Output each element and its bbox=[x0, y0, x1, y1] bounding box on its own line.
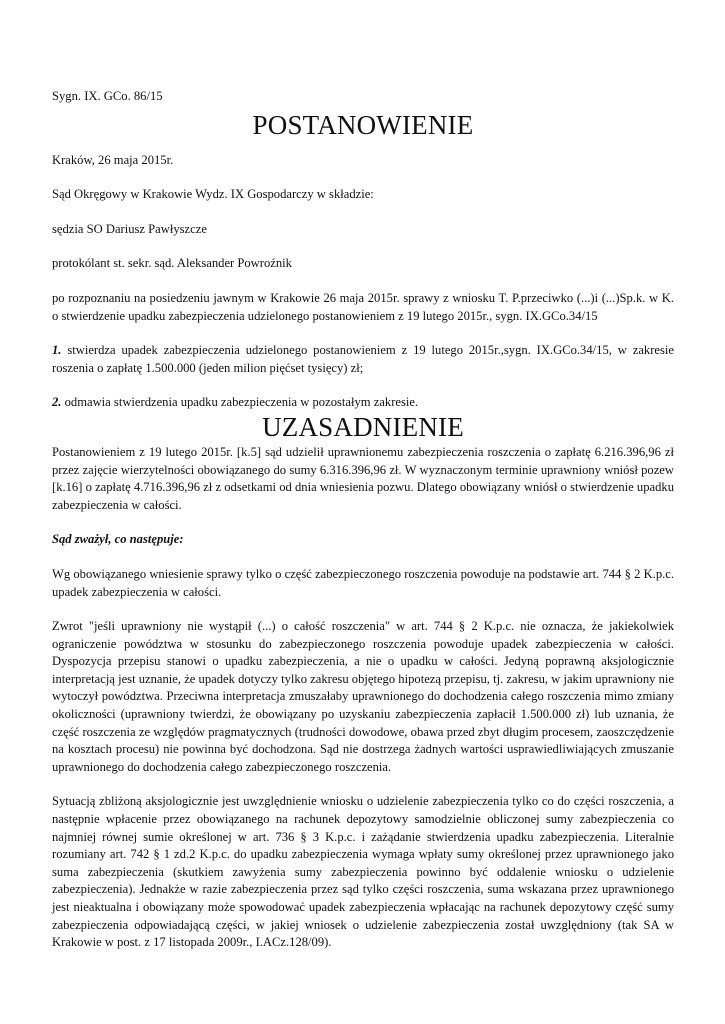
ruling-2 bbox=[52, 394, 674, 412]
document-title: POSTANOWIENIE bbox=[252, 109, 474, 140]
case-number: Sygn. IX. GCo. 86/15 bbox=[52, 89, 163, 103]
justification-paragraph-4: Sytuacją zbliżoną aksjologicznie jest uwzględnienie wniosku o udzielenie zabezpieczenia tylko co do części roszczenia, a następnie wpłacenie przez obowiązanego na rachunek depozytowy samodzielnie obliczonej sumy zabezpieczenia co najmniej równej sumie określonej w art. 736 § 3 K.p.c. i zażądanie stwierdzenia upadku zabezpieczenia. Literalnie rozumiany art. 742 § 1 zd.2 K.p.c. do upadku zabezpieczenia wymaga wpłaty sumy określonej przez uprawnionego jako suma zabezpieczenia (skutkiem zawyżenia sumy zabezpieczenia powinno być oddalenie wniosku o udzielenie zabezpieczenia). Jednakże w razie zabezpieczenia przez sąd tylko części roszczenia, suma wskazana przez uprawnionego jest nieaktualna i obowiązany może spowodować upadek zabezpieczenia wpłacając na rachunek depozytowy część sumy zabezpieczenia odpowiadającą części, w jakiej wniosek o udzielenie zabezpieczenia został uwzględniony (tak SA w Krakowie w post. z 17 listopada 2009r., I.ACz.128/09). bbox=[52, 794, 674, 950]
court-composition: Sąd Okręgowy w Krakowie Wydz. IX Gospodarczy w składzie: bbox=[52, 187, 374, 202]
ruling-1-text: stwierdza upadek zabezpieczenia udzielonego postanowieniem z 19 lutego 2015r.,sygn. IX.GCo.34/15, w zakresie roszenia o zapłatę 1.500.000 (jeden milion pięćset tysięcy) zł; bbox=[52, 343, 674, 375]
justification-paragraph-2: Wg obowiązanego wniesienie sprawy tylko o część zabezpieczonego roszczenia powoduje na podstawie art. 744 § 2 K.p.c. upadek zabezpieczenia w całości. bbox=[52, 566, 674, 599]
justification-paragraph-1: Postanowieniem z 19 lutego 2015r. [k.5] sąd udzielił uprawnionemu zabezpieczenia roszczenia o zapłatę 6.216.396,96 zł przez zajęcie wierzytelności obowiązanego do sumy 6.316.396,96 zł. W wyznaczonym terminie uprawniony wniósł pozew [k.16] o zapłatę 4.716.396,96 zł z odsetkami od dnia wniesienia pozwu. Dlatego obowiązany wniósł o stwierdzenie upadku zabezpieczenia w całości. bbox=[52, 444, 674, 512]
judge-line: sędzia SO Dariusz Pawłyszcze bbox=[52, 221, 207, 236]
ruling-2-number: 2. bbox=[52, 395, 62, 410]
ruling-1 bbox=[52, 342, 674, 377]
clerk-line: protokólant st. sekr. sąd. Aleksander Powroźnik bbox=[52, 256, 292, 271]
ruling-1-number: 1. bbox=[52, 343, 62, 358]
justification-title: UZASADNIENIE bbox=[262, 411, 464, 442]
court-considered-heading: Sąd zważył, co następuje: bbox=[52, 532, 184, 547]
document-page bbox=[52, 88, 674, 969]
intro-paragraph: po rozpoznaniu na posiedzeniu jawnym w Krakowie 26 maja 2015r. sprawy z wniosku T. P.przeciwko (...)i (...)Sp.k. w K. o stwierdzenie upadku zabezpieczenia udzielonego postanowieniem z 19 lutego 2015r., sygn. IX.GCo.34/15 bbox=[52, 290, 674, 323]
ruling-2-text: odmawia stwierdzenia upadku zabezpieczenia w pozostałym zakresie. bbox=[61, 395, 419, 410]
place-date: Kraków, 26 maja 2015r. bbox=[52, 152, 174, 167]
justification-paragraph-3: Zwrot "jeśli uprawniony nie wystąpił (...) o całość roszczenia" w art. 744 § 2 K.p.c. nie oznacza, że jakiekolwiek ograniczenie powództwa w stosunku do zabezpieczonego roszczenia powoduje upadek zabezpieczenia w całości. Dyspozycja przepisu stanowi o upadku zabezpieczenia, a nie o upadku w całości. Jedyną poprawną aksjologicznie interpretacją jest uznanie, że upadek dotyczy tylko zakresu objętego hipotezą przepisu, tj. zakresu, w jakim uprawniony nie wytoczył powództwa. Przeciwna interpretacja zmuszałaby uprawnionego do dochodzenia całego roszczenia mimo zmiany okoliczności (uprawniony twierdzi, że obowiązany po uzyskaniu zabezpieczenia zapłacił 1.500.000 zł) lub uznania, że część roszczenia ze względów pragmatycznych (trudności dowodowe, obawa przed zbyt długim procesem, zaoszczędzenie na kosztach procesu) nie powinna być dochodzona. Sąd nie dostrzega żadnych wartości usprawiedliwiających zmuszanie uprawnionego do dochodzenia całego zabezpieczonego roszczenia. bbox=[52, 619, 674, 774]
